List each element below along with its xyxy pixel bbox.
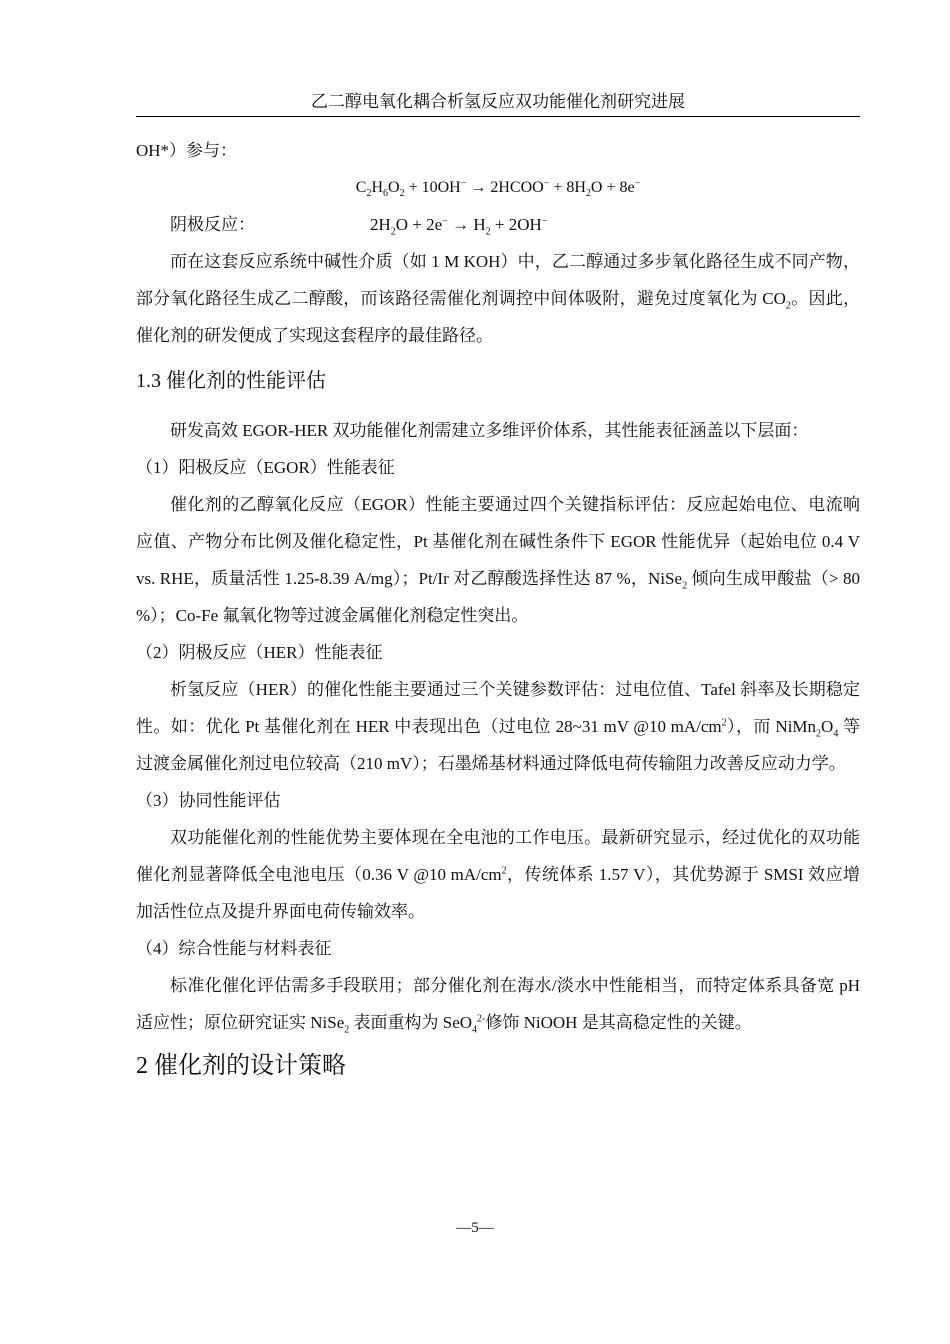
item-characterization-title: （4）综合性能与材料表征 (136, 939, 332, 958)
item-anode-title: （1）阳极反应（EGOR）性能表征 (136, 458, 395, 477)
page-header (136, 88, 860, 117)
cathode-label: 阴极反应： (170, 215, 255, 234)
paragraph-characterization: 标准化催化评估需多手段联用；部分催化剂在海水/淡水中性能相当，而特定体系具备宽 pH 适应性；原位研究证实 NiSe$_2$ 表面重构为 SeO$_4^{2-}$修饰 NiOOH 是其高稳定性的关键。 (136, 976, 860, 1036)
paragraph-alkaline-medium: 而在这套反应系统中碱性介质（如 1 M KOH）中，乙二醇通过多步氧化路径生成不同产物，部分氧化路径生成乙二醇酸，而该路径需催化剂调控中间体吸附，避免过度氧化为 $CO_2$。因此，催化剂的研发便成了实现这套程序的最佳路径。 (136, 252, 860, 345)
item-synergy-title: （3）协同性能评估 (136, 791, 281, 810)
cathode-equation: 阴极反应： $2H_2O + 2e^- \to H_2 + 2OH^-$ (136, 206, 860, 243)
paragraph-synergy: 双功能催化剂的性能优势主要体现在全电池的工作电压。最新研究显示，经过优化的双功能催化剂显著降低全电池电压（0.36 V @10 $mA/cm^2$，传统体系 1.57 V），其优势源于 SMSI 效应增加活性位点及提升界面电荷传输效率。 (136, 828, 860, 921)
paragraph-egor: 催化剂的乙醇氧化反应（EGOR）性能主要通过四个关键指标评估：反应起始电位、电流响应值、产物分布比例及催化稳定性，Pt 基催化剂在碱性条件下 EGOR 性能优异（起始电位 0.4 V vs. RHE，质量活性 1.25-8.39 A/mg）；Pt/Ir 对乙醇酸选择性达 87 %，NiSe$_2$ 倾向生成甲酸盐（> 80 %）；Co-Fe 氟氧化物等过渡金属催化剂稳定性突出。 (136, 495, 860, 625)
intro-line: OH*）参与： (136, 141, 238, 160)
section-heading-1-3: 1.3 催化剂的性能评估 (136, 370, 326, 392)
item-cathode-title: （2）阴极反应（HER）性能表征 (136, 643, 383, 662)
header-title: 乙二醇电氧化耦合析氢反应双功能催化剂研究进展 (311, 92, 685, 111)
page-number: —5— (456, 1220, 494, 1236)
anode-equation: $C_2H_6O_2 + 10OH^-$ → 2HCOO− + $8H_2O + 8e^-$ (355, 177, 641, 200)
paragraph-her: 析氢反应（HER）的催化性能主要通过三个关键参数评估：过电位值、Tafel 斜率及长期稳定性。如：优化 Pt 基催化剂在 HER 中表现出色（过电位 28~31 mV @10 $mA/cm^2$），而 $NiMn_2O_4$ 等过渡金属催化剂过电位较高（210 mV）；石墨烯基材料通过降低电荷传输阻力改善反应动力学。 (136, 680, 860, 773)
section-heading-2: 2 催化剂的设计策略 (136, 1053, 346, 1079)
document-body (136, 132, 860, 1081)
paragraph-evaluation-system: 研发高效 EGOR-HER 双功能催化剂需建立多维评价体系，其性能表征涵盖以下层面： (170, 421, 809, 440)
